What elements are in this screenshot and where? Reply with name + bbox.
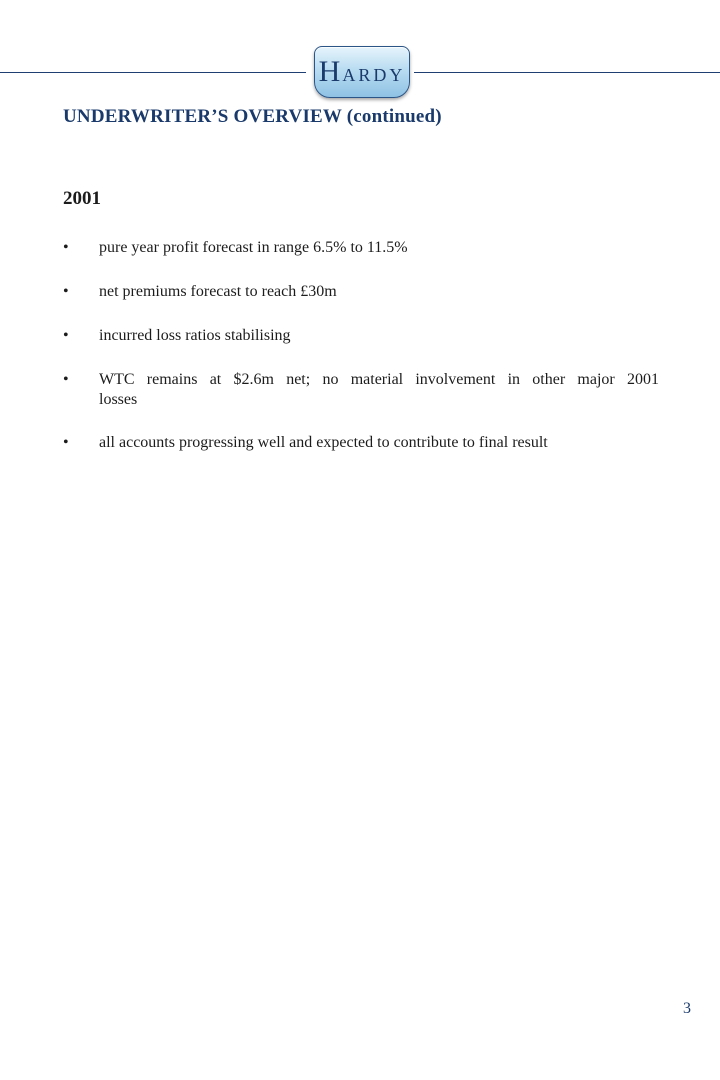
bullet-item xyxy=(63,433,659,453)
bullet-dot: • xyxy=(63,434,69,451)
hardy-logo xyxy=(314,46,410,98)
bullet-text: incurred loss ratios stabilising xyxy=(99,327,291,344)
bullet-text: net premiums forecast to reach £30m xyxy=(99,283,337,300)
logo-initial: H xyxy=(318,55,343,88)
bullet-item xyxy=(63,238,659,258)
bullet-dot: • xyxy=(63,283,69,300)
bullet-text: pure year profit forecast in range 6.5% to 11.5% xyxy=(99,239,408,256)
page-title: UNDERWRITER’S OVERVIEW (continued) xyxy=(63,106,442,127)
bullet-item xyxy=(63,326,659,346)
bullet-text-line2: losses xyxy=(99,391,138,408)
logo-rest: ARDY xyxy=(342,65,406,85)
bullet-text: all accounts progressing well and expected to contribute to final result xyxy=(99,434,548,451)
header-rule-right xyxy=(414,72,720,73)
bullet-list xyxy=(63,238,659,453)
bullet-dot: • xyxy=(63,327,69,344)
page-number: 3 xyxy=(683,1000,691,1017)
hardy-logo-wordmark xyxy=(319,57,406,87)
bullet-item xyxy=(63,282,659,302)
bullet-text-line1: WTC remains at $2.6m net; no material involvement in other major 2001 xyxy=(99,371,659,388)
bullet-dot: • xyxy=(63,371,69,388)
section-heading-year: 2001 xyxy=(63,188,101,209)
bullet-item xyxy=(63,370,659,410)
header-rule-left xyxy=(0,72,306,73)
bullet-dot: • xyxy=(63,239,69,256)
